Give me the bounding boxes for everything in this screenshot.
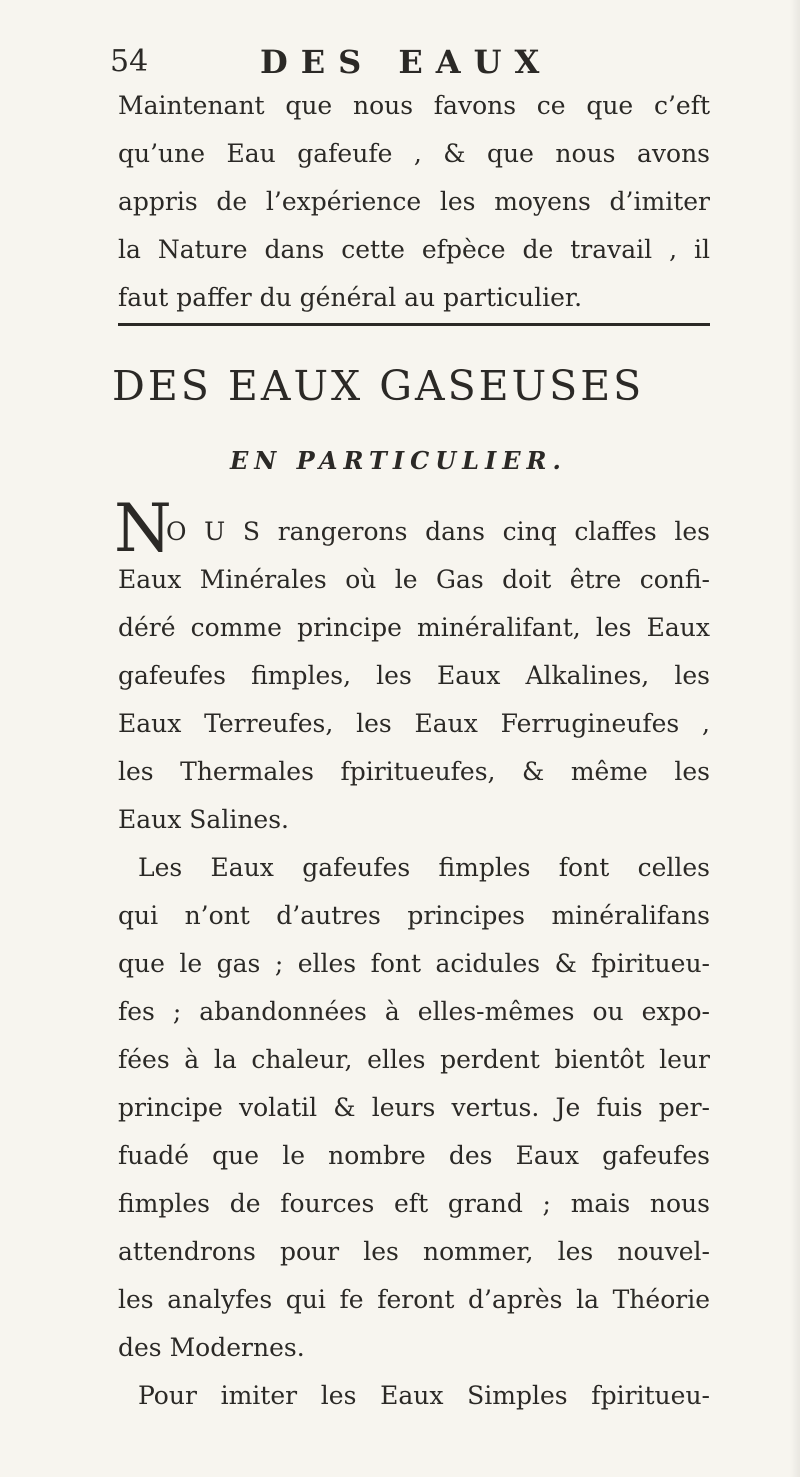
- text-line: Pour imiter les Eaux Simples fpiritueu-: [138, 1381, 710, 1410]
- text-line: Maintenant que nous favons ce que c’eft: [118, 91, 710, 120]
- running-head: [110, 42, 710, 86]
- section-divider: [118, 323, 710, 326]
- text-line: fimples de fources eft grand ; mais nous: [118, 1189, 710, 1218]
- text-line: gafeufes fimples, les Eaux Alkalines, les: [118, 661, 710, 690]
- drop-capital: N: [114, 490, 172, 567]
- text-line: O U S rangerons dans cinq claffes les: [166, 517, 710, 546]
- text-line: la Nature dans cette efpèce de travail , il: [118, 235, 710, 264]
- text-line: des Modernes.: [118, 1333, 305, 1362]
- text-line: que le gas ; elles font acidules & fpiritueu-: [118, 949, 710, 978]
- text-line: attendrons pour les nommer, les nouvel-: [118, 1237, 710, 1266]
- text-line: les Thermales fpiritueufes, & même les: [118, 757, 710, 786]
- text-line: Eaux Minérales où le Gas doit être confi-: [118, 565, 710, 594]
- text-line: principe volatil & leurs vertus. Je fuis per-: [118, 1093, 710, 1122]
- running-title: DES EAUX: [260, 43, 553, 81]
- text-line: Eaux Salines.: [118, 805, 289, 834]
- text-line: Eaux Terreufes, les Eaux Ferrugineufes ,: [118, 709, 710, 738]
- text-line: Les Eaux gafeufes fimples font celles: [138, 853, 710, 882]
- text-line: les analyfes qui fe feront d’après la Théorie: [118, 1285, 710, 1314]
- text-line: appris de l’expérience les moyens d’imiter: [118, 187, 710, 216]
- text-line: qu’une Eau gafeufe , & que nous avons: [118, 139, 710, 168]
- page-number: 54: [110, 44, 149, 79]
- text-line: déré comme principe minéralifant, les Eaux: [118, 613, 710, 642]
- text-line: fes ; abandonnées à elles-mêmes ou expo-: [118, 997, 710, 1026]
- page-edge-shadow: [790, 0, 800, 1477]
- section-subtitle: EN PARTICULIER.: [230, 446, 567, 475]
- section-title: DES EAUX GASEUSES: [112, 362, 645, 410]
- text-line: fées à la chaleur, elles perdent bientôt leur: [118, 1045, 710, 1074]
- text-line: fuadé que le nombre des Eaux gafeufes: [118, 1141, 710, 1170]
- text-line: qui n’ont d’autres principes minéralifans: [118, 901, 710, 930]
- text-line: faut paffer du général au particulier.: [118, 283, 583, 312]
